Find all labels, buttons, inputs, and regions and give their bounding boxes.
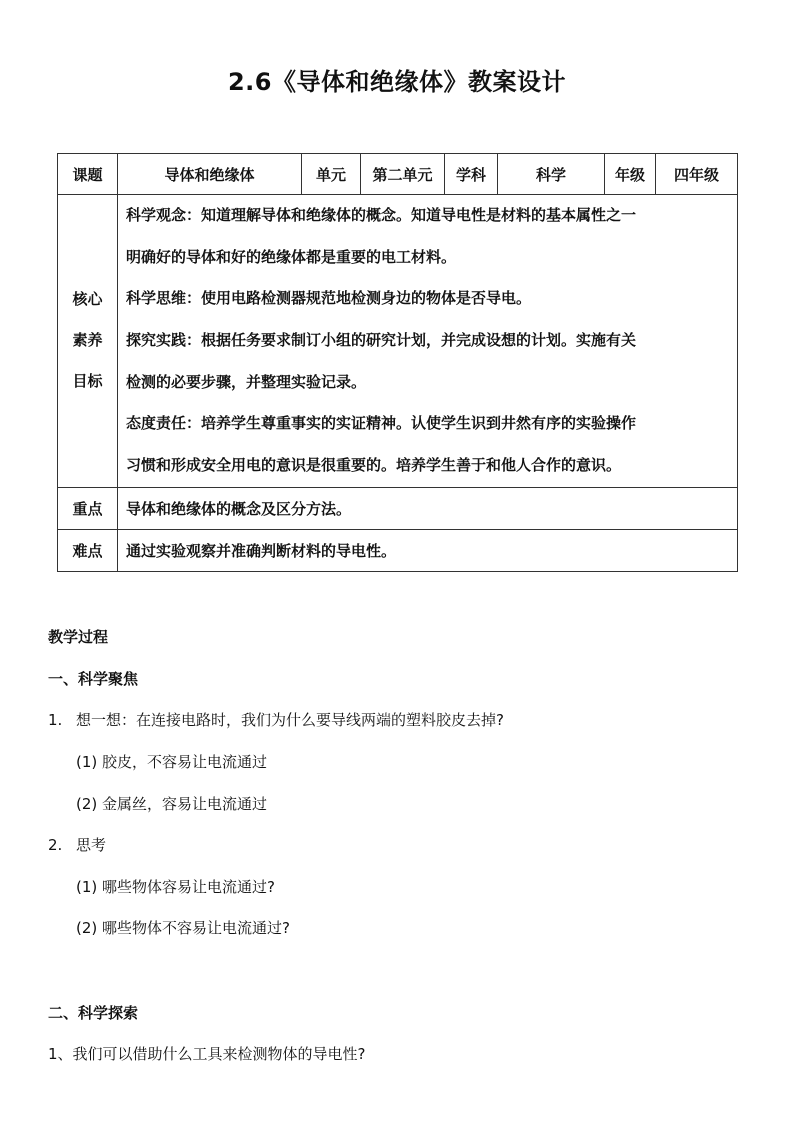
core-line: 科学观念：知道理解导体和绝缘体的概念。知道导电性是材料的基本属性之一	[126, 206, 637, 224]
section1-item1-sub1: (1) 胶皮，不容易让电流通过	[76, 753, 268, 771]
section1-item2-sub1: (1) 哪些物体容易让电流通过?	[76, 878, 275, 896]
core-label-line: 素养	[72, 331, 103, 350]
item-number: 2.	[48, 836, 63, 854]
core-literacy-content	[118, 195, 738, 488]
process-heading: 教学过程	[48, 628, 109, 646]
core-line: 习惯和形成安全用电的意识是很重要的。培养学生善于和他人合作的意识。	[126, 456, 622, 475]
item-text: 思考	[76, 836, 107, 854]
section2-item1: 1、我们可以借助什么工具来检测物体的导电性?	[48, 1045, 366, 1063]
unit-value: 第二单元	[361, 154, 445, 195]
difficulty-text: 通过实验观察并准确判断材料的导电性。	[118, 529, 738, 571]
subject-label: 学科	[445, 154, 498, 195]
table-header-row	[58, 154, 738, 195]
core-line: 探究实践：根据任务要求制订小组的研究计划，并完成设想的计划。实施有关	[126, 331, 637, 350]
unit-label: 单元	[302, 154, 361, 195]
item-number: 1.	[48, 711, 63, 729]
item-text: 想一想：在连接电路时，我们为什么要导线两端的塑料胶皮去掉?	[76, 711, 504, 729]
core-line: 态度责任：培养学生尊重事实的实证精神。认使学生识到井然有序的实验操作	[126, 414, 637, 433]
key-point-label: 重点	[58, 487, 118, 529]
topic-label: 课题	[58, 154, 118, 195]
key-point-text: 导体和绝缘体的概念及区分方法。	[118, 487, 738, 529]
difficulty-label: 难点	[58, 529, 118, 571]
core-literacy-row	[58, 195, 738, 488]
topic-value: 导体和绝缘体	[118, 154, 302, 195]
core-literacy-label	[58, 195, 118, 488]
key-point-row	[58, 487, 738, 529]
grade-value: 四年级	[656, 154, 738, 195]
section2-heading: 二、科学探索	[48, 1004, 139, 1022]
section1-item1-sub2: (2) 金属丝，容易让电流通过	[76, 795, 268, 813]
core-line: 科学思维：使用电路检测器规范地检测身边的物体是否导电。	[126, 289, 532, 308]
grade-label: 年级	[605, 154, 656, 195]
subject-value: 科学	[498, 154, 605, 195]
page-title: 2.6《导体和绝缘体》教案设计	[227, 68, 566, 96]
section1-heading: 一、科学聚焦	[48, 670, 139, 688]
section1-item2-sub2: (2) 哪些物体不容易让电流通过?	[76, 919, 290, 937]
section1-item2	[48, 834, 748, 855]
section1-item1	[48, 709, 748, 730]
core-label-line: 目标	[72, 372, 103, 391]
lesson-info-table	[57, 153, 738, 572]
core-label-line: 核心	[72, 290, 103, 309]
difficulty-row	[58, 529, 738, 571]
core-line: 检测的必要步骤，并整理实验记录。	[126, 372, 367, 391]
core-line: 明确好的导体和好的绝缘体都是重要的电工材料。	[126, 247, 457, 266]
